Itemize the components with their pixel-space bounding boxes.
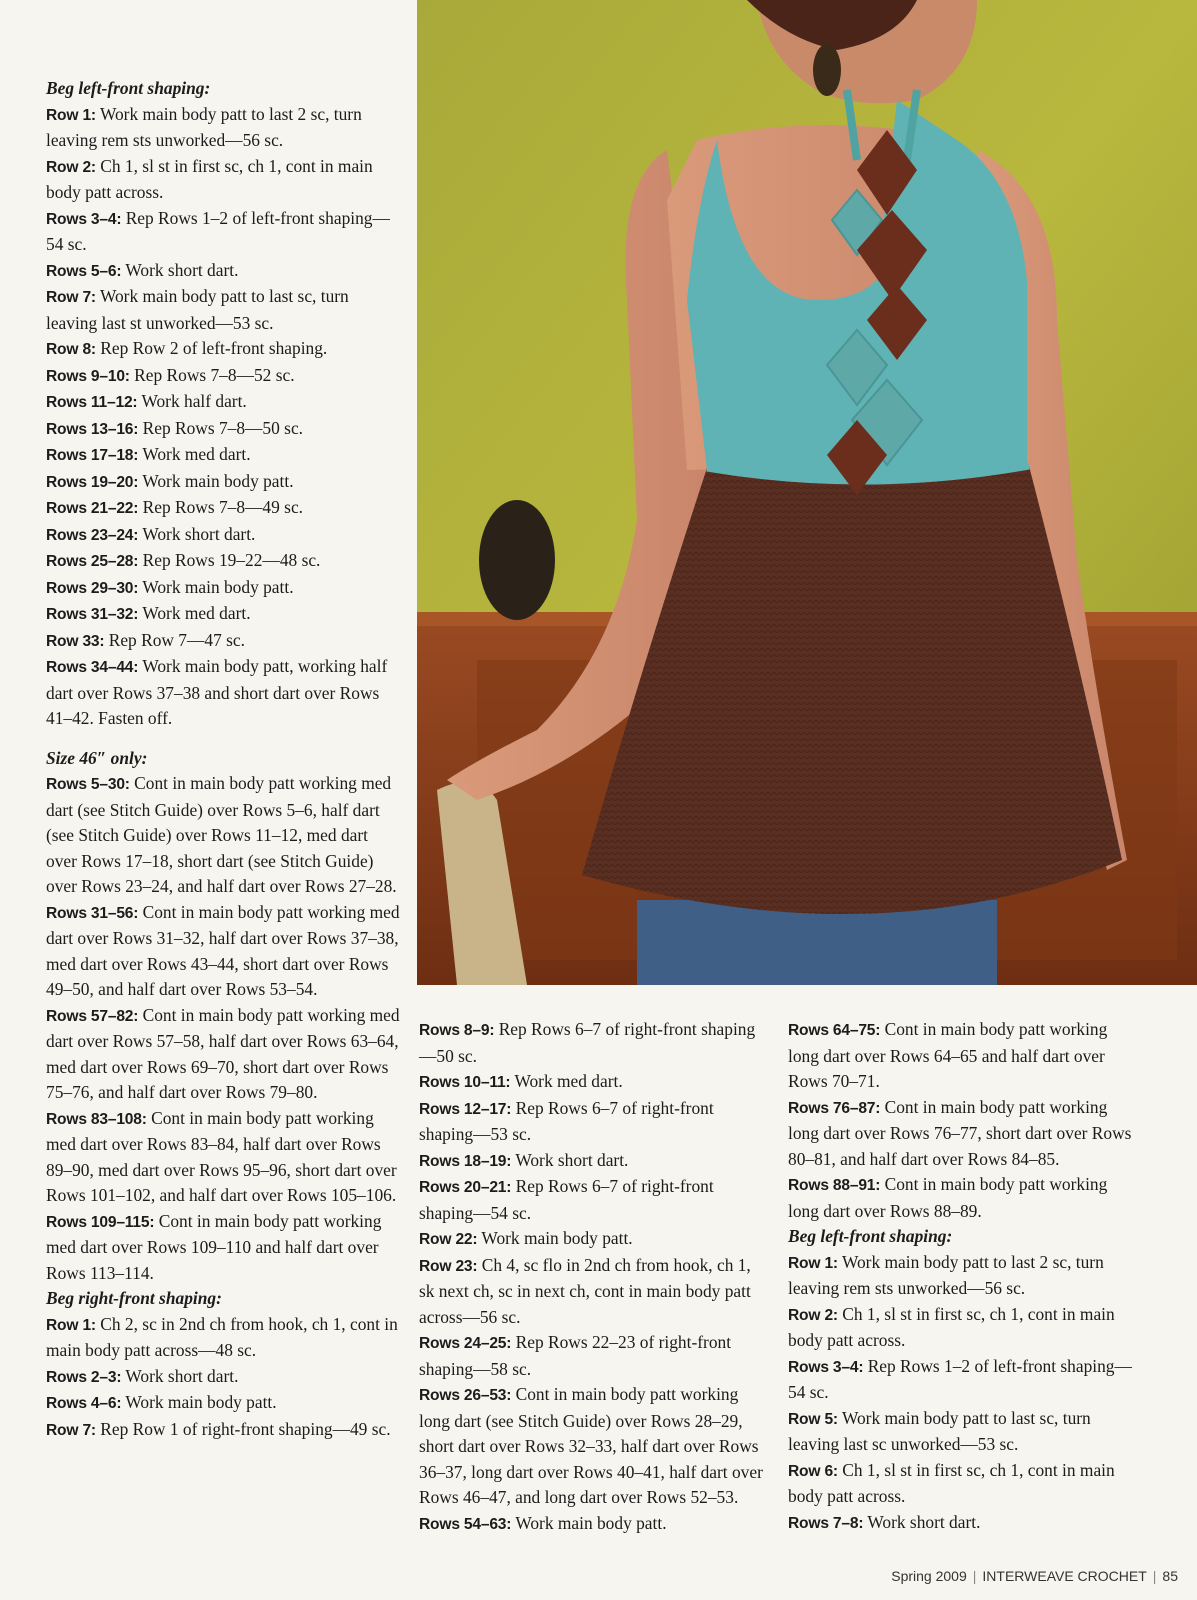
instruction-row — [46, 771, 400, 900]
instruction-row — [46, 284, 400, 336]
row-text: Work med dart. — [138, 603, 251, 623]
row-label: Row 33: — [46, 632, 105, 650]
instruction-row — [46, 258, 400, 285]
row-label: Row 1: — [46, 1316, 96, 1334]
row-text: Cont in main body patt working long dart over Rows 88–89. — [788, 1174, 1108, 1221]
page-number: 85 — [1162, 1568, 1178, 1584]
instruction-row — [419, 1382, 764, 1511]
row-text: Work med dart. — [510, 1071, 623, 1091]
instruction-row — [788, 1458, 1138, 1510]
instruction-row — [46, 336, 400, 363]
instruction-row — [419, 1017, 764, 1069]
instructions-column-3 — [788, 1017, 1138, 1536]
instruction-row — [46, 1209, 400, 1287]
row-text: Cont in main body patt working med dart (see Stitch Guide) over Rows 5–6, half dart (see Stitch Guide) over Rows 11–12, med dart over Rows 17–18, short dart (see Stitch Guide) over Rows 23–24, and half dart over Rows 27–28. — [46, 773, 397, 896]
row-text: Rep Row 1 of right-front shaping—49 sc. — [95, 1418, 391, 1439]
row-text: Work med dart. — [138, 444, 251, 464]
instruction-row — [46, 548, 400, 575]
row-label: Row 8: — [46, 341, 96, 358]
instruction-row — [419, 1253, 764, 1331]
row-text: Rep Row 7—47 sc. — [104, 629, 245, 650]
row-text: Work main body patt. — [477, 1228, 633, 1248]
row-label: Rows 54–63: — [419, 1515, 512, 1533]
row-text: Work main body patt. — [138, 576, 294, 597]
row-text: Work short dart. — [138, 523, 256, 544]
instruction-row — [46, 522, 400, 549]
row-text: Work short dart. — [863, 1511, 981, 1532]
instruction-row — [788, 1250, 1138, 1302]
row-label: Row 22: — [419, 1231, 478, 1248]
instruction-row — [419, 1069, 764, 1096]
instruction-row — [46, 1364, 400, 1391]
instruction-row — [788, 1017, 1138, 1095]
section-heading: Beg left-front shaping: — [46, 78, 211, 98]
section-heading: Size 46″ only: — [46, 747, 148, 768]
instruction-row — [46, 363, 400, 390]
row-label: Rows 88–91: — [788, 1177, 881, 1194]
instruction-row — [46, 469, 400, 496]
row-label: Rows 64–75: — [788, 1022, 881, 1039]
row-text: Cont in main body patt working long dart (see Stitch Guide) over Rows 28–29, short dart over Rows 32–33, half dart over Rows 36–37, long dart over Rows 40–41, half dart over Rows 46–47, and long dart over Rows 52–53. — [419, 1384, 763, 1507]
instruction-row — [46, 442, 400, 469]
row-label: Row 1: — [46, 106, 96, 124]
row-label: Rows 19–20: — [46, 473, 139, 491]
row-label: Rows 29–30: — [46, 579, 139, 597]
instructions-column-2 — [419, 1017, 764, 1537]
row-label: Row 7: — [46, 289, 96, 306]
row-text: Ch 1, sl st in first sc, ch 1, cont in main body patt across. — [788, 1303, 1115, 1350]
row-text: Rep Rows 7–8—52 sc. — [129, 364, 295, 385]
row-label: Rows 24–25: — [419, 1335, 512, 1352]
footer-magazine: INTERWEAVE CROCHET — [982, 1568, 1147, 1584]
row-text: Cont in main body patt working med dart over Rows 31–32, half dart over Rows 37–38, med dart over Rows 43–44, short dart over Rows 49–50, and half dart over Rows 53–54. — [46, 901, 400, 999]
instruction-row — [788, 1302, 1138, 1354]
instruction-row — [46, 495, 400, 522]
row-label: Row 2: — [46, 158, 96, 176]
row-text: Rep Rows 22–23 of right-front shaping—58 sc. — [419, 1332, 732, 1379]
row-label: Rows 5–30: — [46, 776, 130, 793]
instruction-row — [46, 1417, 400, 1444]
instruction-row — [788, 1095, 1138, 1173]
row-text: Work short dart. — [511, 1149, 629, 1170]
row-label: Rows 3–4: — [788, 1358, 864, 1376]
row-label: Rows 4–6: — [46, 1395, 122, 1412]
row-label: Rows 7–8: — [788, 1514, 864, 1532]
row-text: Rep Rows 6–7 of right-front shaping—50 sc. — [419, 1019, 756, 1066]
row-text: Work main body patt to last sc, turn leaving last st unworked—53 sc. — [46, 286, 349, 333]
row-text: Ch 2, sc in 2nd ch from hook, ch 1, cont in main body patt across—48 sc. — [46, 1313, 398, 1360]
row-text: Rep Rows 7–8—50 sc. — [138, 417, 304, 438]
row-label: Rows 3–4: — [46, 210, 122, 228]
section-heading: Beg left-front shaping: — [788, 1226, 953, 1246]
row-text: Rep Row 2 of left-front shaping. — [95, 338, 328, 358]
footer-issue: Spring 2009 — [891, 1568, 967, 1584]
row-text: Work main body patt. — [511, 1512, 667, 1533]
row-label: Row 1: — [788, 1254, 838, 1272]
row-label: Rows 17–18: — [46, 447, 139, 464]
row-label: Rows 34–44: — [46, 659, 139, 676]
row-text: Rep Rows 1–2 of left-front shaping—54 sc. — [46, 207, 390, 254]
instruction-row — [46, 389, 400, 416]
instruction-row — [46, 154, 400, 206]
row-label: Rows 11–12: — [46, 394, 138, 411]
row-text: Ch 1, sl st in first sc, ch 1, cont in main body patt across. — [788, 1459, 1115, 1506]
instruction-row — [419, 1511, 764, 1538]
instruction-row — [788, 1406, 1138, 1458]
row-text: Cont in main body patt working med dart over Rows 83–84, half dart over Rows 89–90, med dart over Rows 95–96, short dart over Rows 101–102, and half dart over Rows 105–106. — [46, 1107, 397, 1205]
instruction-row — [419, 1226, 764, 1253]
instruction-row — [788, 1510, 1138, 1537]
row-text: Work short dart. — [121, 259, 239, 280]
row-text: Rep Rows 6–7 of right-front shaping—53 sc. — [419, 1097, 714, 1144]
instruction-row — [46, 206, 400, 258]
instruction-row — [46, 1312, 400, 1364]
row-text: Rep Rows 1–2 of left-front shaping—54 sc. — [788, 1355, 1132, 1402]
row-label: Rows 12–17: — [419, 1100, 512, 1118]
earring — [813, 44, 841, 96]
row-text: Work main body patt. — [121, 1392, 277, 1412]
instruction-row — [419, 1330, 764, 1382]
row-text: Work short dart. — [121, 1365, 239, 1386]
instruction-row — [46, 601, 400, 628]
row-label: Rows 5–6: — [46, 262, 122, 280]
row-label: Rows 57–82: — [46, 1007, 139, 1025]
row-label: Rows 76–87: — [788, 1099, 881, 1117]
instruction-row — [788, 1354, 1138, 1406]
instruction-row — [419, 1174, 764, 1226]
row-text: Rep Rows 7–8—49 sc. — [138, 497, 304, 517]
instruction-row — [788, 1172, 1138, 1224]
row-label: Rows 13–16: — [46, 420, 139, 438]
row-label: Rows 20–21: — [419, 1179, 512, 1196]
row-text: Work main body patt to last sc, turn leaving last sc unworked—53 sc. — [788, 1407, 1091, 1454]
row-label: Rows 109–115: — [46, 1213, 155, 1231]
row-text: Cont in main body patt working med dart over Rows 57–58, half dart over Rows 63–64, med dart over Rows 69–70, short dart over Rows 75–76, and half dart over Rows 79–80. — [46, 1004, 400, 1102]
row-label: Rows 10–11: — [419, 1074, 511, 1091]
row-text: Work main body patt to last 2 sc, turn leaving rem sts unworked—56 sc. — [788, 1251, 1104, 1298]
row-label: Rows 26–53: — [419, 1387, 512, 1404]
row-label: Row 6: — [788, 1462, 838, 1480]
row-text: Ch 1, sl st in first sc, ch 1, cont in main body patt across. — [46, 155, 373, 202]
row-text: Cont in main body patt working long dart over Rows 76–77, short dart over Rows 80–81, and half dart over Rows 84–85. — [788, 1096, 1132, 1169]
row-text: Work main body patt. — [138, 470, 294, 491]
row-label: Row 2: — [788, 1306, 838, 1324]
row-label: Row 7: — [46, 1421, 96, 1439]
row-label: Rows 31–56: — [46, 904, 139, 922]
row-label: Rows 21–22: — [46, 500, 139, 517]
instruction-row — [46, 654, 400, 732]
row-text: Cont in main body patt working long dart over Rows 64–65 and half dart over Rows 70–71. — [788, 1019, 1108, 1091]
instruction-row — [46, 1003, 400, 1106]
row-label: Row 5: — [788, 1410, 838, 1428]
instruction-row — [46, 628, 400, 655]
row-text: Work half dart. — [137, 391, 247, 411]
row-text: Work main body patt to last 2 sc, turn leaving rem sts unworked—56 sc. — [46, 103, 362, 150]
instruction-row — [46, 900, 400, 1003]
row-text: Ch 4, sc flo in 2nd ch from hook, ch 1, sk next ch, sc in next ch, cont in main body patt across—56 sc. — [419, 1254, 751, 1327]
instruction-row — [46, 575, 400, 602]
row-text: Cont in main body patt working med dart over Rows 109–110 and half dart over Rows 113–114. — [46, 1210, 382, 1283]
row-label: Rows 83–108: — [46, 1110, 147, 1128]
instruction-row — [46, 1106, 400, 1209]
row-label: Rows 2–3: — [46, 1368, 122, 1386]
instruction-row — [419, 1096, 764, 1148]
instruction-row — [46, 102, 400, 154]
instructions-column-1 — [46, 76, 400, 1443]
row-text: Work main body patt, working half dart over Rows 37–38 and short dart over Rows 41–42. Fasten off. — [46, 656, 388, 728]
row-label: Rows 18–19: — [419, 1152, 512, 1170]
row-label: Rows 25–28: — [46, 553, 139, 570]
garment-photo — [417, 0, 1197, 985]
instruction-row — [46, 1390, 400, 1417]
row-label: Row 23: — [419, 1257, 478, 1275]
page-footer: Spring 2009 | INTERWEAVE CROCHET | 85 — [891, 1568, 1178, 1584]
owl-figurine — [479, 500, 555, 620]
row-label: Rows 9–10: — [46, 367, 130, 385]
row-text: Rep Rows 19–22—48 sc. — [138, 550, 321, 570]
row-text: Rep Rows 6–7 of right-front shaping—54 sc. — [419, 1176, 714, 1223]
row-label: Rows 23–24: — [46, 526, 139, 544]
instruction-row — [419, 1148, 764, 1175]
row-label: Rows 8–9: — [419, 1022, 495, 1039]
row-label: Rows 31–32: — [46, 606, 139, 623]
instruction-row — [46, 416, 400, 443]
section-heading: Beg right-front shaping: — [46, 1288, 222, 1308]
